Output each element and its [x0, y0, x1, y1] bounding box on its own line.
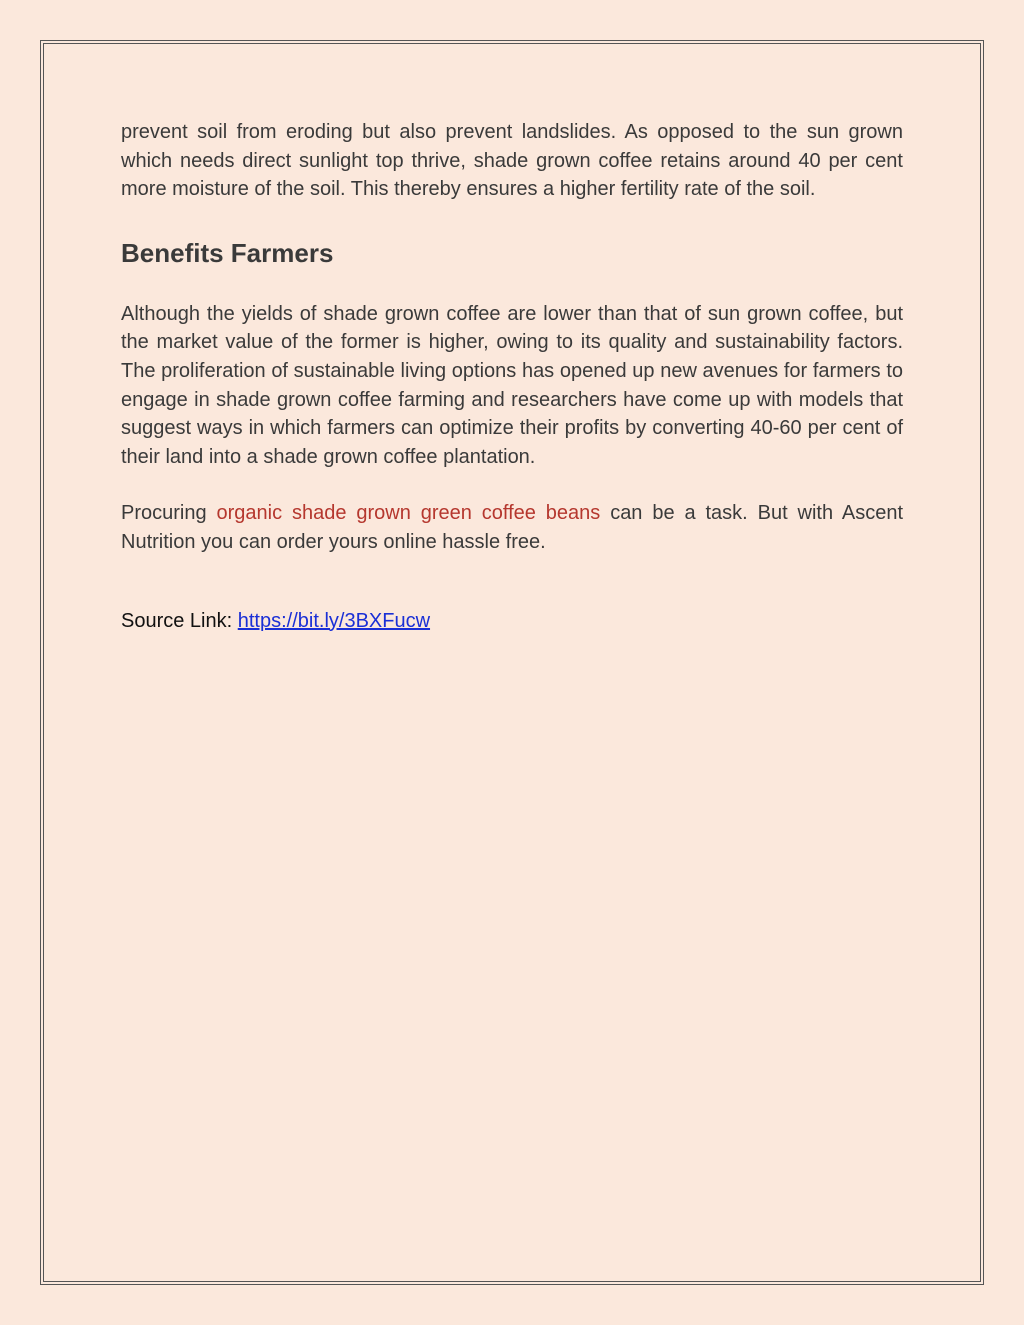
- source-url-link[interactable]: https://bit.ly/3BXFucw: [237, 609, 431, 632]
- source-label: Source Link:: [121, 609, 238, 632]
- document-body: [121, 118, 903, 635]
- procuring-prefix: Procuring: [121, 502, 217, 525]
- paragraph-procuring: [121, 499, 903, 556]
- coffee-beans-link[interactable]: organic shade grown green coffee beans: [216, 502, 601, 525]
- source-line: [121, 607, 903, 636]
- section-heading: Benefits Farmers: [121, 237, 334, 268]
- paragraph-farmers: Although the yields of shade grown coffee are lower than that of sun grown coffee, but the market value of the former is higher, owing to its quality and sustainability factors. The proliferation of sustainable living options has opened up new avenues for farmers to engage in shade grown coffee farming and researchers have come up with models that suggest ways in which farmers can optimize their profits by converting 40-60 per cent of their land into a shade grown coffee plantation.: [121, 302, 903, 468]
- procuring-suffix: can be a task. But with Ascent Nutrition you can order yours online hassle free.: [121, 502, 904, 553]
- paragraph-soil-moisture: prevent soil from eroding but also prevent landslides. As opposed to the sun grown which needs direct sunlight top thrive, shade grown coffee retains around 40 per cent more moisture of the soil. This thereby ensures a higher fertility rate of the soil.: [121, 121, 903, 201]
